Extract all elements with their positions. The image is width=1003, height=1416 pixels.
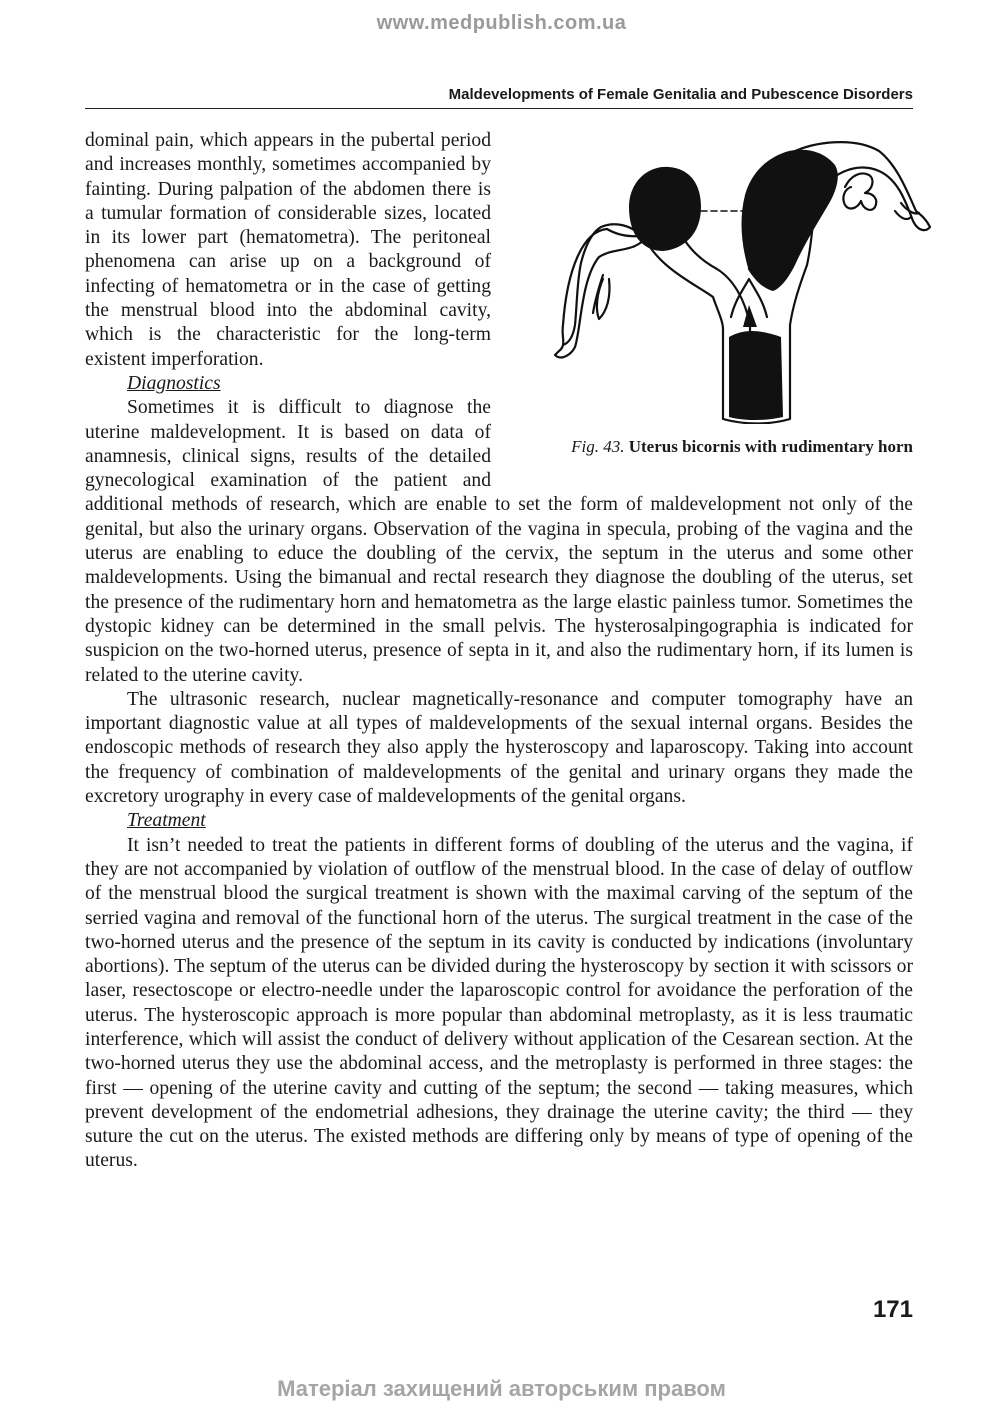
watermark-top: www.medpublish.com.ua <box>376 12 627 34</box>
heading-diagnostics: Diagnostics <box>127 372 221 394</box>
main-uterine-cavity <box>742 150 838 291</box>
paragraph-4: It isn’t needed to treat the patients in different forms of doubling of the uterus and the vagina, if they are not accompanied by violation of outflow of the menstrual blood. In the case of delay of outflow of the menstrual blood the surgical treatment is shown with the maximal carving of the septum of the serried vagina and removal of the functional horn of the uterus. The surgical treatment in the case of the two-horned uterus and the presence of the septum in its cavity is conducted by indications (involuntary abortions). The septum of the uterus can be divided during the hysteroscopy by section it with scissors or laser, resectoscope or electro-needle under the laparoscopic control for avoidance the perforation of the uterus. The hysteroscopic approach is more popular than abdominal metroplasty, as it is less traumatic interference, which will assist the conduct of delivery without application of the Cesarean section. At the two-horned uterus they use the abdominal access, and the metroplasty is performed in three stages: the first — opening of the uterine cavity and cutting of the septum; the second — taking measures, which prevent development of the endometrial adhesions, they drainage the uterine cavity; the third — they suture the cut on the uterus. The existed methods are differing only by means of type of opening of the uterus. <box>85 834 913 1172</box>
heading-treatment: Treatment <box>127 810 206 832</box>
paragraph-1: dominal pain, which appears in the pubertal period and increases monthly, sometimes accompanied by fainting. During palpation of the abdomen there is a tumular formation of considerable sizes, located in its lower part (hematometra). The peritoneal phenomena can arise up on a background of infecting of hematometra or in the case of getting the menstrual blood into the abdominal cavity, which is the characteristic for the long-term existent imperforation. <box>85 130 491 370</box>
paragraph-2: Sometimes it is difficult to diagnose the uterine maldevelopment. It is based on data of anamnesis, clinical signs, results of the detailed gynecological examination of the patient and additional methods of research, which are enable to set the form of maldevelopment not only of the genital, but also the urinary organs. Observation of the vagina in specula, probing of the vagina and the uterus are enabling to educe the doubling of the cervix, the septum in the uterus and some other maldevelopments. Using the bimanual and rectal research they diagnose the doubling of the uterus, set the presence of the rudimentary horn and hematometra as the large elastic painless tumor. Sometimes the dystopic kidney can be determined in the small pelvis. The hysterosalpingographia is indicated for suspicion on the two-horned uterus, presence of septa in it, and also the rudimentary horn, if its lumen is related to the uterine cavity. <box>85 397 913 686</box>
body-text <box>85 129 913 1174</box>
figure-title: Uterus bicornis with rudimentary horn <box>628 437 913 456</box>
figure-caption <box>513 435 913 459</box>
running-header: Maldevelopments of Female Genitalia and Pubescence Disorders <box>85 86 913 109</box>
paragraph-3: The ultrasonic research, nuclear magnetically-resonance and computer tomography have an important diagnostic value at all types of maldevelopments of the sexual internal organs. Besides the endoscopic methods of research they also apply the hysteroscopy and laparoscopy. Taking into account the frequency of combination of maldevelopments of the genital and urinary organs they made the excretory urography in every case of maldevelopments of the genital organs. <box>85 688 913 808</box>
hematometra <box>629 167 701 251</box>
uterus-bicornis-illustration <box>545 129 935 424</box>
figure-43 <box>513 129 913 479</box>
figure-label: Fig. 43. <box>571 437 625 456</box>
watermark-bottom: Матеріал захищений авторським правом <box>277 1376 726 1401</box>
vagina <box>729 331 783 420</box>
page-number: 171 <box>872 1296 913 1323</box>
